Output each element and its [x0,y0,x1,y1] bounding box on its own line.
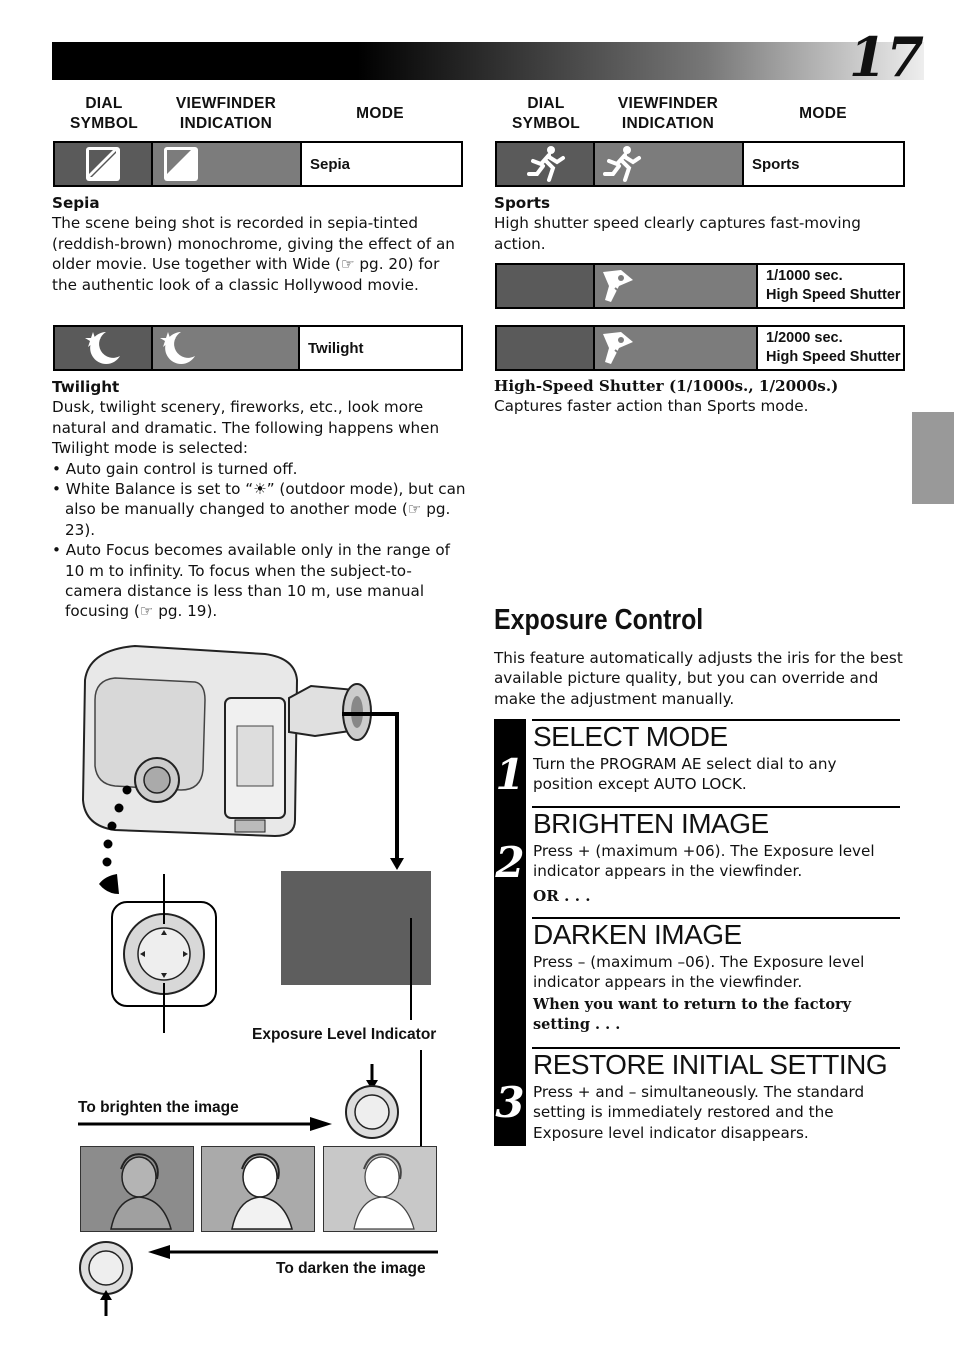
moon-star-icon [55,327,153,369]
twilight-mode-label: Twilight [300,327,461,369]
high-speed-description: High-Speed Shutter (1/1000s., 1/2000s.) Captures faster action than Sports mode. [494,377,839,416]
small-dial-down-icon [78,1240,134,1316]
sports-row [495,141,905,187]
shutter-icon [595,327,758,369]
step-restore-setting: RESTORE INITIAL SETTING Press + and – simultaneously. The standard setting is immediately restored and the Exposure level indicator disappears. [533,1049,888,1142]
viewfinder-header: VIEWFINDER INDICATION [175,95,277,132]
dial-symbol-header: DIAL SYMBOL [69,95,139,132]
exposure-control-title: Exposure Control [494,604,704,636]
viewfinder-arrow [340,710,410,870]
to-brighten-label: To brighten the image [78,1099,239,1116]
sepia-mode-label: Sepia [302,143,461,185]
sepia-description: Sepia The scene being shot is recorded in sepia-tinted (reddish-brown) monochrome, giving the effect of an older movie. Use together with Wide (☞ pg. 20) for the authentic look of a classic Hollywood movie. [52,194,455,294]
sports-mode-label: Sports [744,143,903,185]
twilight-row [53,325,463,371]
exposure-level-indicator-label: Exposure Level Indicator [252,1026,437,1043]
darken-arrow [148,1242,440,1262]
dark-image-photo [80,1146,194,1232]
viewfinder-header-right: VIEWFINDER INDICATION [617,95,719,132]
exposure-intro: This feature automatically adjusts the iris for the best available picture quality, but you can override and make the adjustment manually. [494,649,903,708]
sports-description: Sports High shutter speed clearly captures fast-moving action. [494,194,861,253]
mode-header-right: MODE [799,105,847,122]
step-3-number: 3 [495,1078,525,1127]
brighten-arrow [78,1114,333,1134]
shutter-2000-label: 1/2000 sec. High Speed Shutter [758,327,903,369]
header-bar [52,42,924,80]
to-darken-label: To darken the image [276,1260,426,1277]
shutter-icon [595,265,758,307]
step-2-number: 2 [495,838,525,887]
viewfinder-screen [281,871,431,985]
step-select-mode: SELECT MODE Turn the PROGRAM AE select dial to any position except AUTO LOCK. [533,721,837,794]
twilight-description: Twilight Dusk, twilight scenery, fireworks, etc., look more natural and dramatic. The following happens when Twilight mode is selected: • Auto gain control is turned off. • White Balance is set to “☀” (outdoor mode), but can also be manually changed to another mode (☞ pg. 23). • Auto Focus becomes available only in the range of 10 m to infinity. To focus when the subject-to-camera distance is less than 10 m, use manual focusing (☞ pg. 19). [52,378,466,621]
sepia-icon [55,143,153,185]
dial-symbol-header-right: DIAL SYMBOL [511,95,581,132]
step-1-number: 1 [495,750,525,799]
shutter-1000-label: 1/1000 sec. High Speed Shutter [758,265,903,307]
dotted-path [95,780,145,900]
page-number: 17 [848,25,924,89]
bright-image-photo [323,1146,437,1232]
sports-viewfinder-icon [595,143,744,185]
twilight-viewfinder-icon [153,327,300,369]
sepia-row [53,141,463,187]
step-brighten-image: BRIGHTEN IMAGE Press + (maximum +06). The Exposure level indicator appears in the viewfinder. OR . . . [533,808,875,905]
mode-header: MODE [356,105,404,122]
small-dial-up-icon [344,1062,400,1142]
shutter-2000-row [495,325,905,371]
shutter-1000-row [495,263,905,309]
sports-runner-icon [497,143,595,185]
side-tab [912,412,954,504]
normal-image-photo [201,1146,315,1232]
step-darken-image: DARKEN IMAGE Press – (maximum –06). The Exposure level indicator appears in the viewfinder. When you want to return to the factory setting . . . [533,919,865,1034]
sepia-viewfinder-icon [153,143,302,185]
